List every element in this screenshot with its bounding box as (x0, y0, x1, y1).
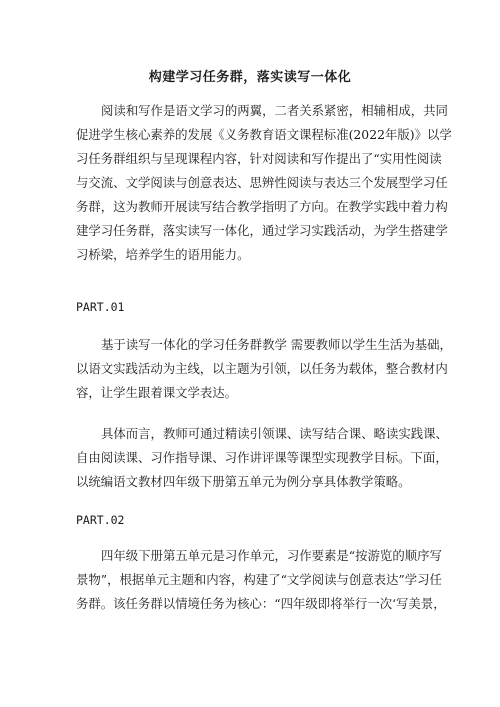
paragraph-line: 具体而言，教师可通过精读引领课、读写结合课、略读实践课、 (101, 426, 448, 441)
paragraph-line: 以语文实践活动为主线，以主题为引领，以任务为载体，整合教材内 (76, 361, 448, 376)
section-heading-part-02: PART.02 (76, 513, 125, 527)
paragraph-part2-a (76, 544, 446, 616)
paragraph-line: 务群，这为教师开展读写结合教学指明了方向。在教学实践中着力构 (76, 199, 448, 214)
paragraph-line: 与交流、文学阅读与创意表达、思辨性阅读与表达三个发展型学习任 (76, 175, 448, 190)
paragraph-line: 基于读写一体化的学习任务群教学 需要教师以学生生活为基础， (101, 337, 452, 352)
paragraph-line: 建学习任务群，落实读写一体化，通过学习实践活动，为学生搭建学 (76, 223, 448, 238)
paragraph-part1-b (76, 422, 448, 494)
paragraph-line: 阅读和写作是语文学习的两翼，二者关系紧密，相辅相成，共同 (101, 103, 448, 118)
paragraph-line: 习任务群组织与呈现课程内容，针对阅读和写作提出了“实用性阅读 (76, 151, 442, 166)
paragraph-part1-a (76, 333, 452, 405)
document-title: 构建学习任务群，落实读写一体化 (148, 70, 352, 85)
paragraph-line: 四年级下册第五单元是习作单元，习作要素是“按游览的顺序写 (101, 548, 442, 563)
paragraph-intro (76, 99, 452, 267)
paragraph-line: 习桥梁，培养学生的语用能力。 (76, 247, 250, 262)
paragraph-line: 务群。该任务群以情境任务为核心：“四年级即将举行一次‘写美景， (76, 596, 446, 611)
paragraph-line: 自由阅读课、习作指导课、习作讲评课等课型实现教学目标。下面， (76, 450, 448, 465)
section-heading-part-01: PART.01 (76, 300, 125, 314)
paragraph-line: 以统编语文教材四年级下册第五单元为例分享具体教学策略。 (76, 474, 411, 489)
paragraph-line: 容，让学生跟着课文学表达。 (76, 385, 238, 400)
paragraph-line: 景物”，根据单元主题和内容，构建了“文学阅读与创意表达”学习任 (76, 572, 442, 587)
paragraph-line: 促进学生核心素养的发展《义务教育语文课程标准(2022年版)》以学 (76, 127, 452, 142)
